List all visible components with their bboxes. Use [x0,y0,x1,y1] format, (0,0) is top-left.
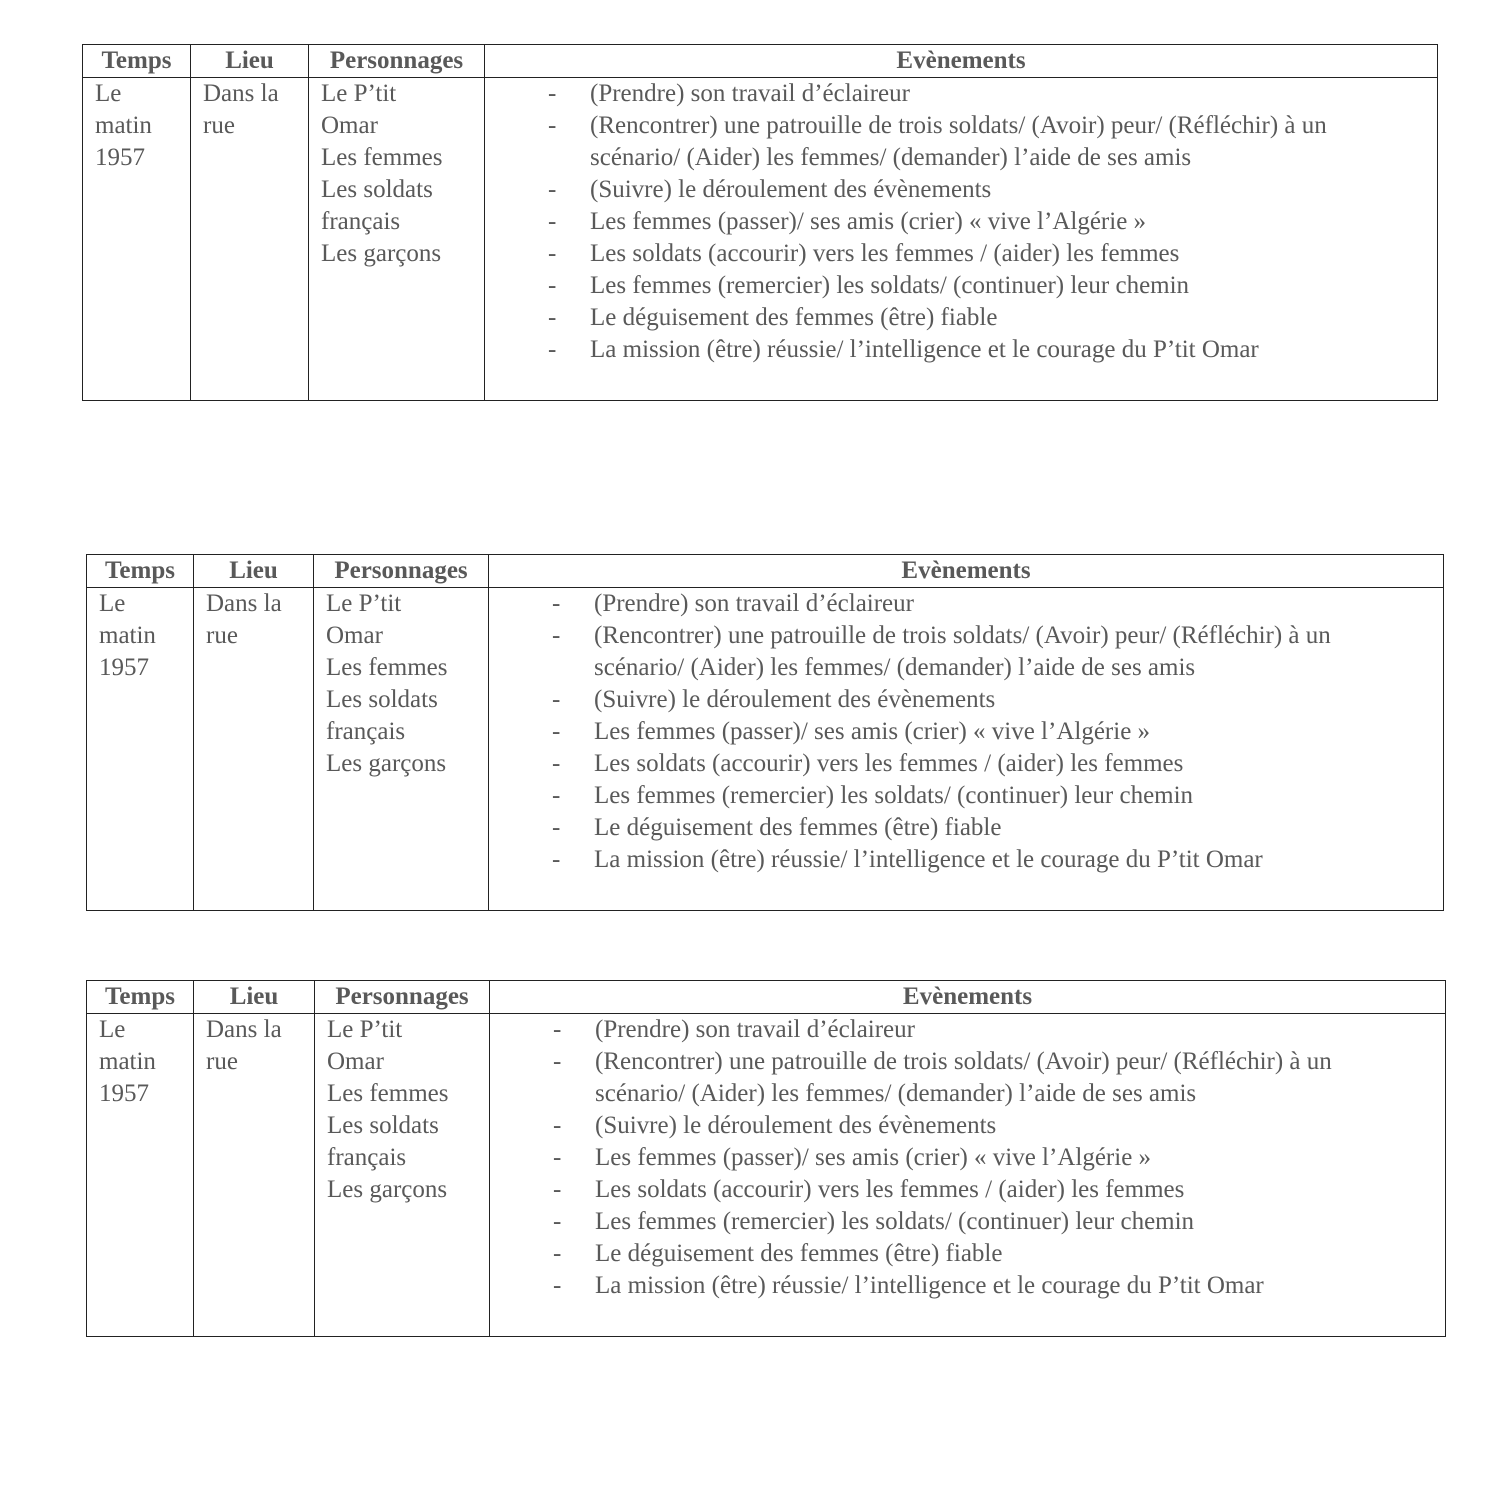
list-item [501,844,1423,876]
header-evenements: Evènements [485,45,1438,78]
bullet-dash: - [552,750,561,777]
event-text: Les femmes (passer)/ ses amis (crier) « vive l’Algérie » [594,718,1151,745]
bullet-dash: - [552,782,561,809]
personnage-line: Les soldats [321,176,433,203]
table-row [83,78,1438,401]
event-text: (Rencontrer) une patrouille de trois soldats/ (Avoir) peur/ (Réfléchir) à un scénario/ (Aider) les femmes/ (demander) l’aide de ses amis [595,1048,1332,1107]
event-text: Les femmes (passer)/ ses amis (crier) « vive l’Algérie » [590,208,1147,235]
lieu-line: Dans la [206,1016,282,1043]
event-text: La mission (être) réussie/ l’intelligence et le courage du P’tit Omar [590,336,1259,363]
personnage-line: Le P’tit [327,1016,403,1043]
event-text: La mission (être) réussie/ l’intelligence et le courage du P’tit Omar [595,1272,1264,1299]
list-item [497,110,1417,174]
list-item [497,238,1417,270]
personnage-line: français [327,1144,407,1171]
cell-lieu [194,588,314,911]
list-item [501,812,1423,844]
narrative-table [86,980,1446,1337]
list-item [497,334,1417,366]
list-item [502,1142,1425,1174]
event-text: (Prendre) son travail d’éclaireur [595,1016,915,1043]
personnage-line: Les soldats [326,686,438,713]
list-item [497,174,1417,206]
personnage-line: Les femmes [327,1080,449,1107]
header-row [87,981,1446,1014]
list-item [502,1238,1425,1270]
bullet-dash: - [552,590,561,617]
event-text: La mission (être) réussie/ l’intelligence et le courage du P’tit Omar [594,846,1263,873]
cell-lieu [191,78,309,401]
header-temps: Temps [87,555,194,588]
event-text: (Rencontrer) une patrouille de trois soldats/ (Avoir) peur/ (Réfléchir) à un scénario/ (Aider) les femmes/ (demander) l’aide de ses amis [594,622,1331,681]
header-lieu: Lieu [191,45,309,78]
cell-personnages [309,78,485,401]
bullet-dash: - [553,1048,562,1075]
bullet-dash: - [548,240,557,267]
list-item [501,588,1423,620]
header-lieu: Lieu [194,981,315,1014]
lieu-line: rue [206,622,238,649]
narrative-table [86,554,1444,911]
list-item [501,620,1423,684]
list-item [497,206,1417,238]
temps-line: 1957 [99,1080,149,1107]
personnage-line: Le P’tit [321,80,397,107]
cell-temps [87,588,194,911]
lieu-line: rue [203,112,235,139]
header-evenements: Evènements [490,981,1446,1014]
lieu-line: rue [206,1048,238,1075]
event-text: Le déguisement des femmes (être) fiable [590,304,998,331]
list-item [501,780,1423,812]
header-row [83,45,1438,78]
event-text: (Rencontrer) une patrouille de trois soldats/ (Avoir) peur/ (Réfléchir) à un scénario/ (Aider) les femmes/ (demander) l’aide de ses amis [590,112,1327,171]
bullet-dash: - [553,1016,562,1043]
temps-line: 1957 [99,654,149,681]
bullet-dash: - [553,1144,562,1171]
list-item [502,1270,1425,1302]
temps-line: 1957 [95,144,145,171]
bullet-dash: - [548,112,557,139]
event-text: Les soldats (accourir) vers les femmes / (aider) les femmes [594,750,1184,777]
personnage-line: français [326,718,406,745]
bullet-dash: - [553,1112,562,1139]
bullet-dash: - [548,272,557,299]
bullet-dash: - [553,1208,562,1235]
event-text: (Suivre) le déroulement des évènements [595,1112,997,1139]
bullet-dash: - [548,80,557,107]
bullet-dash: - [552,686,561,713]
lieu-line: Dans la [203,80,279,107]
bullet-dash: - [552,814,561,841]
cell-personnages [315,1014,490,1337]
cell-temps [87,1014,194,1337]
event-text: Les femmes (remercier) les soldats/ (continuer) leur chemin [590,272,1190,299]
list-item [502,1174,1425,1206]
bullet-dash: - [553,1272,562,1299]
personnage-line: Omar [321,112,378,139]
list-item [501,684,1423,716]
personnage-line: Le P’tit [326,590,402,617]
cell-personnages [314,588,489,911]
list-item [502,1110,1425,1142]
personnage-line: Les garçons [327,1176,448,1203]
event-text: (Suivre) le déroulement des évènements [590,176,992,203]
list-item [497,302,1417,334]
cell-evenements [485,78,1438,401]
list-item [501,748,1423,780]
bullet-dash: - [552,622,561,649]
header-evenements: Evènements [489,555,1444,588]
personnage-line: Les femmes [321,144,443,171]
personnage-line: Les garçons [321,240,442,267]
event-text: Les soldats (accourir) vers les femmes / (aider) les femmes [595,1176,1185,1203]
lieu-line: Dans la [206,590,282,617]
header-personnages: Personnages [315,981,490,1014]
bullet-dash: - [548,208,557,235]
list-item [497,78,1417,110]
bullet-dash: - [553,1240,562,1267]
personnage-line: Les garçons [326,750,447,777]
list-item [501,716,1423,748]
personnage-line: Omar [327,1048,384,1075]
event-text: Le déguisement des femmes (être) fiable [594,814,1002,841]
personnage-line: français [321,208,401,235]
narrative-table [82,44,1438,401]
personnage-line: Les femmes [326,654,448,681]
bullet-dash: - [548,304,557,331]
temps-line: Le [99,590,126,617]
temps-line: matin [99,1048,156,1075]
event-text: Le déguisement des femmes (être) fiable [595,1240,1003,1267]
events-list [502,1014,1445,1302]
list-item [502,1014,1425,1046]
header-temps: Temps [87,981,194,1014]
event-text: Les femmes (remercier) les soldats/ (continuer) leur chemin [594,782,1194,809]
event-text: (Suivre) le déroulement des évènements [594,686,996,713]
header-personnages: Personnages [309,45,485,78]
personnage-line: Omar [326,622,383,649]
temps-line: matin [95,112,152,139]
bullet-dash: - [552,718,561,745]
cell-evenements [490,1014,1446,1337]
header-temps: Temps [83,45,191,78]
header-lieu: Lieu [194,555,314,588]
events-list [501,588,1443,876]
event-text: (Prendre) son travail d’éclaireur [590,80,910,107]
events-list [497,78,1437,366]
list-item [497,270,1417,302]
bullet-dash: - [552,846,561,873]
event-text: Les femmes (remercier) les soldats/ (continuer) leur chemin [595,1208,1195,1235]
personnage-line: Les soldats [327,1112,439,1139]
event-text: Les soldats (accourir) vers les femmes / (aider) les femmes [590,240,1180,267]
header-row [87,555,1444,588]
temps-line: Le [99,1016,126,1043]
table-row [87,588,1444,911]
temps-line: matin [99,622,156,649]
cell-lieu [194,1014,315,1337]
cell-temps [83,78,191,401]
bullet-dash: - [553,1176,562,1203]
bullet-dash: - [548,176,557,203]
header-personnages: Personnages [314,555,489,588]
temps-line: Le [95,80,122,107]
list-item [502,1046,1425,1110]
table-row [87,1014,1446,1337]
event-text: Les femmes (passer)/ ses amis (crier) « vive l’Algérie » [595,1144,1152,1171]
list-item [502,1206,1425,1238]
bullet-dash: - [548,336,557,363]
cell-evenements [489,588,1444,911]
event-text: (Prendre) son travail d’éclaireur [594,590,914,617]
